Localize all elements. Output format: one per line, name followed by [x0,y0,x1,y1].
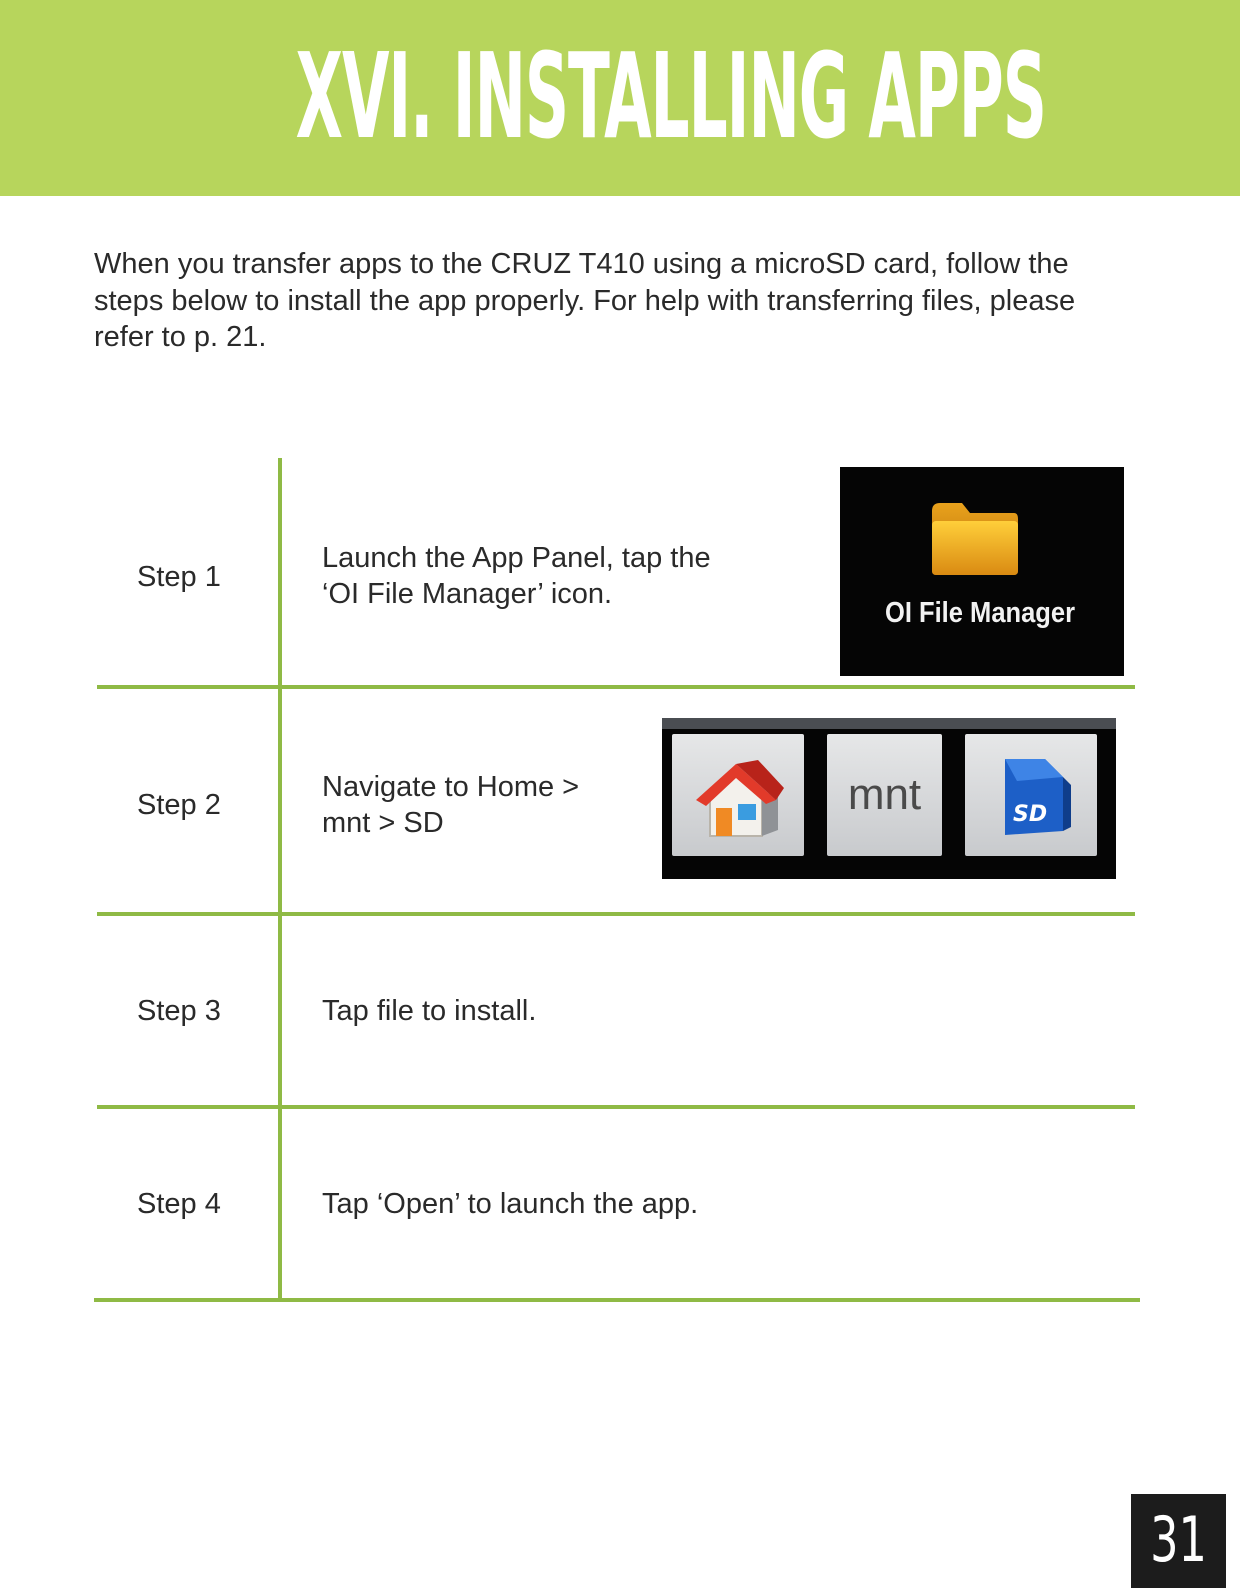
svg-text:SD: SD [1013,802,1048,827]
step-3-label: Step 3 [137,995,221,1027]
table-row-divider [97,1105,1135,1109]
navigation-screenshot [662,718,1116,879]
mnt-tile [827,734,942,856]
intro-line-1: When you transfer apps to the CRUZ T410 using a microSD card, follow the [94,248,1069,280]
step-1-label: Step 1 [137,561,221,593]
step-1-line-1: Launch the App Panel, tap the [322,542,711,574]
intro-paragraph [94,246,1154,356]
home-tile [672,734,804,856]
table-row-divider [97,685,1135,689]
step-2-instruction [322,769,579,841]
oi-file-manager-label: OI File Manager [884,597,1076,629]
home-icon [688,752,788,842]
step-4-label: Step 4 [137,1188,221,1220]
step-4-instruction: Tap ‘Open’ to launch the app. [322,1188,699,1220]
step-1-instruction [322,540,711,612]
mnt-label: mnt [847,770,922,819]
step-1-line-2: ‘OI File Manager’ icon. [322,578,613,610]
step-2-line-2: mnt > SD [322,807,444,839]
step-2-label: Step 2 [137,789,221,821]
oi-file-manager-screenshot [840,467,1124,676]
sd-card-icon [983,748,1083,844]
step-2-line-1: Navigate to Home > [322,771,580,803]
table-column-divider [278,458,282,1300]
intro-line-3: refer to p. 21. [94,321,267,353]
step-3-instruction: Tap file to install. [322,995,537,1027]
intro-line-2: steps below to install the app properly. For help with transferring files, please [94,284,1076,317]
sd-tile [965,734,1097,856]
folder-icon [930,501,1020,577]
table-row-divider [97,912,1135,916]
page-title: XVI. INSTALLING APPS [295,27,1046,165]
table-bottom-rule [94,1298,1140,1302]
navigation-bar-top [662,718,1116,729]
page-number: 31 [1150,1503,1207,1576]
page-number-box [1131,1494,1226,1588]
header-band [0,0,1240,196]
